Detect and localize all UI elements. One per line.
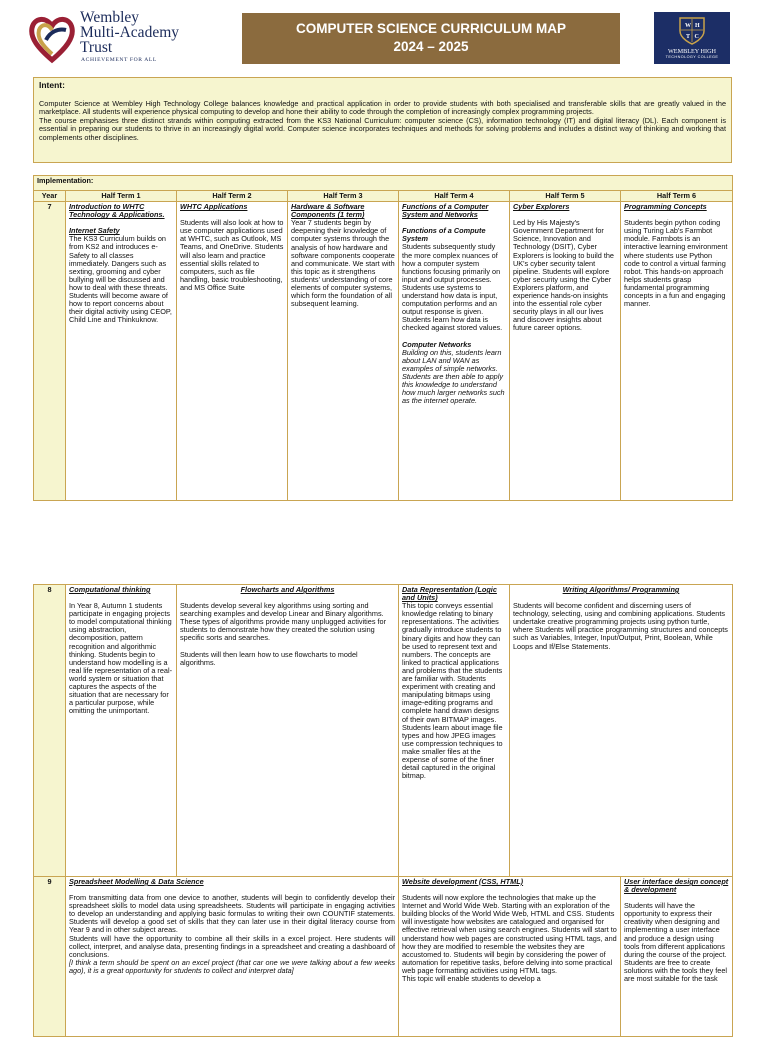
year7-ht5-title: Cyber Explorers [513, 202, 570, 212]
year7-ht1-title: Introduction to WHTC Technology & Applications. [69, 202, 165, 220]
column-header-year: Year [34, 191, 66, 202]
year9-ht6-body: Students will have the opportunity to express their creativity when designing and implementing a user interface and produce a design using tools from different applications during the course of the project. Students are free to create solutions with the tools they feel are most suitable for the task [624, 901, 728, 984]
year8-row [34, 585, 733, 877]
title-line2: 2024 – 2025 [393, 39, 469, 54]
school-crest [654, 12, 730, 64]
year7-ht3-title: Hardware & Software Components (1 term) [291, 202, 365, 220]
year9-ht1-3 [66, 877, 399, 1037]
year9-ht6-title: User interface design concept & development [624, 877, 729, 895]
year9-ht1-3-note: [I think a term should be spent on an excel project (that car one we were talking about a few weeks ago), it is a great opportunity for students to collect and interpret data] [69, 957, 395, 975]
year8-ht4-body: This topic conveys essential knowledge relating to binary representations. The activities gradually introduce students to binary digits and how they can be used to represent text and numbers. The concepts are linked to practical applications and problems that the students are familiar with. Students experiment with creating and manipulating bitmaps using image-editing programs and complete hand drawn designs of their own BITMAP images. Students learn about image file types and how JPEG images use compression techniques to make smaller files at the expense of some of the finer detail captured in the original bitmap. [402, 601, 503, 781]
column-header-ht2: Half Term 2 [177, 191, 288, 202]
svg-text:T: T [686, 34, 691, 40]
year9-ht4-5-body-1: Students will now explore the technologies that make up the Internet and World Wide Web. Starting with an exploration of the building blocks of the World Wide Web, HTML and CSS. Students will investigate how websites are catalogued and organised for effective retrieval when using search engines. Students will start to understand how web pages are constructed using HTML tags, and how they are modified to resemble the websites they are accustomed to. Students will begin by considering the power of automation for repetitive tasks, before delving into some practical web page formatting activities using HTML tags. [402, 893, 617, 975]
year7-ht4-subtitle-2: Computer Networks [402, 339, 472, 349]
year8-label: 8 [34, 585, 66, 877]
year8-ht1-body: In Year 8, Autumn 1 students participate in engaging projects to model computational thinking using abstraction, decomposition, pattern recognition and algorithmic thinking. Students begin to understand how modelling is a real life representation of a real-world system or situation that captures the aspects of the situation that are necessary for a particular purpose, while omitting the unimportant. [69, 601, 173, 716]
year9-ht4-5 [399, 877, 621, 1037]
year8-ht4-title: Data Representation (Logic and Units) [402, 585, 497, 603]
year8-ht1 [66, 585, 177, 877]
school-subtitle: TECHNOLOGY COLLEGE [665, 55, 719, 59]
year7-ht6 [621, 202, 733, 501]
year7-ht4-body-1: Students subsequently study the more complex nuances of how a computer system functions focusing primarily on input and output processes. Students use systems to understand how data is input, computation performs and an output response is given. Students learn how data is checked against stored values. [402, 242, 503, 333]
year8-ht5-6-body: Students will become confident and discerning users of technology, selecting, using and combining applications. Students undertake creative programming projects using python turtle, where Students will practice programming structures and concepts such as Variables, Integer, Input/Output, Print, Boolean, While Loops and If/Else Statements. [513, 601, 728, 651]
year7-ht2-body: Students will also look at how to use computer applications used at WHTC, such as Outlook, MS Teams, and OneDrive. Students will also learn and practice essential skills related to computers, such as file handling, basic troubleshooting, and MS Office Suite [180, 218, 284, 292]
year8-ht1-title: Computational thinking [69, 585, 151, 594]
implementation-heading: Implementation: [34, 176, 733, 191]
column-header-ht3: Half Term 3 [288, 191, 399, 202]
column-header-ht1: Half Term 1 [66, 191, 177, 202]
year9-ht1-3-body-2: Students will have the opportunity to combine all their skills in a excel project. Here students will collect, interpret, and analyse data, presenting findings in a spreadsheet and creating a dashboard of conclusions. [69, 933, 395, 959]
implementation-table-year8-9 [33, 584, 733, 1037]
year8-ht5-6 [510, 585, 733, 877]
year8-ht2-3-body-3: Students will then learn how to use flowcharts to model algorithms. [180, 649, 358, 667]
page-title [242, 13, 620, 64]
year9-ht4-5-body-2: This topic will enable students to develop a [402, 974, 541, 984]
intent-paragraph-2: The course emphasises three distinct strands within computing extracted from the KS3 National Curriculum: computer science (CS), information technology (IT) and digital literacy (DL). Each component is essential in preparing our students to thrive in an increasingly digital world. Computer science incorporates techniques and methods for solving problems and includes a distinct way of thinking and working that complements other disciplines. [39, 115, 726, 142]
year8-ht5-6-title: Writing Algorithms/ Programming [562, 585, 680, 594]
year7-ht4-body-2: Building on this, students learn about LAN and WAN as examples of simple networks. Students are then able to apply this knowledge to understand how much larger networks such as the internet operate. [402, 347, 505, 406]
year9-ht1-3-title: Spreadsheet Modelling & Data Science [69, 877, 204, 886]
year7-label: 7 [34, 202, 66, 501]
year8-ht2-3-body-2: These types of algorithms provide many unplugged activities for students to demonstrate how they created the solution using specific sorts and searches. [180, 617, 387, 643]
page-header [0, 0, 768, 76]
intent-section [33, 77, 732, 163]
intent-paragraph-1: Computer Science at Wembley High Technology College balances knowledge and practical application in order to provide students with both specialised and transferable skills that are greatly valued in the marketplace. All students will experience physical computing to develop and hone their ability to code through the completion of increasingly complex programming projects. [39, 98, 726, 117]
year7-ht2-title: WHTC Applications [180, 202, 248, 212]
svg-text:C: C [694, 34, 699, 40]
year7-ht4 [399, 202, 510, 501]
year7-ht2 [177, 202, 288, 501]
year9-label: 9 [34, 877, 66, 1037]
year9-row [34, 877, 733, 1037]
year7-ht5-body: Led by His Majesty's Government Department for Science, Innovation and Technology (DSIT), Cyber Explorers is looking to build the UK's cyber security talent pipeline. Students will explore cyber security using the Cyber Explorers platform, and experience hands-on insights into the essential role cyber security plays in all our lives and discover insights about future career options. [513, 218, 614, 333]
year7-ht1-subtitle: Internet Safety [69, 226, 120, 236]
year7-ht6-body: Students begin python coding using Turing Lab's Farmbot module. Farmbots is an interactive learning environment where students use Python code to control a virtual farming robot. This hands-on approach helps students grasp fundamental programming concepts in a fun and engaging manner. [624, 218, 728, 309]
year8-ht2-3 [177, 585, 399, 877]
year8-ht4 [399, 585, 510, 877]
intent-heading: Intent: [39, 80, 65, 90]
school-name: WEMBLEY HIGH [667, 48, 717, 55]
trust-heart-icon [28, 10, 76, 66]
year7-ht1 [66, 202, 177, 501]
year8-ht2-3-title: Flowcharts and Algorithms [240, 585, 335, 594]
title-line1: COMPUTER SCIENCE CURRICULUM MAP [296, 21, 566, 36]
year7-ht3-body: Year 7 students begin by deepening their knowledge of computer systems through the analysis of how hardware and software components cooperate and communicate. We start with this topic as it strengthens students' understanding of core elements of computer systems, which form the foundation of all subsequent learning. [291, 218, 395, 309]
column-header-ht6: Half Term 6 [621, 191, 733, 202]
column-header-ht4: Half Term 4 [399, 191, 510, 202]
year9-ht4-5-title: Website development (CSS, HTML) [402, 877, 524, 886]
year7-ht3 [288, 202, 399, 501]
year7-ht1-body: The KS3 Curriculum builds on from KS2 and introduces e-Safety to all classes immediately. Dangers such as sexting, grooming and cyber bullying will be discussed and how to deal with these threats. Students will become aware of how to report concerns about their digital activity using CEOP, Child Line and Thinkuknow. [69, 234, 172, 325]
year7-ht6-title: Programming Concepts [624, 202, 707, 212]
year9-ht6 [621, 877, 733, 1037]
trust-name: Wembley Multi-Academy Trust [80, 9, 180, 56]
trust-tagline: ACHIEVEMENT FOR ALL [81, 57, 157, 63]
crest-shield-icon [677, 16, 707, 46]
trust-logo [28, 10, 218, 66]
year7-row [34, 202, 733, 501]
year8-ht2-3-body-1: Students develop several key algorithms using sorting and searching examples and develop Linear and Binary algorithms. [180, 601, 384, 619]
year7-ht4-title: Functions of a Computer System and Networks [402, 202, 489, 220]
year9-ht1-3-body-1: From transmitting data from one device to another, students will begin to confidently develop their spreadsheet skills to model data using spreadsheets. Students will participate in engaging activities to develop an understanding and applying basic formulas to writing their own COUNTIF statements. Students will develop a good set of skills that they can later use in their digital literacy course from Year 9 and in other subject areas. [69, 893, 395, 935]
svg-text:W: W [685, 23, 691, 29]
implementation-table-year7 [33, 175, 733, 501]
year7-ht5 [510, 202, 621, 501]
year7-ht4-subtitle-1: Functions of a Compute System [402, 226, 486, 244]
svg-text:H: H [695, 23, 700, 29]
column-header-ht5: Half Term 5 [510, 191, 621, 202]
